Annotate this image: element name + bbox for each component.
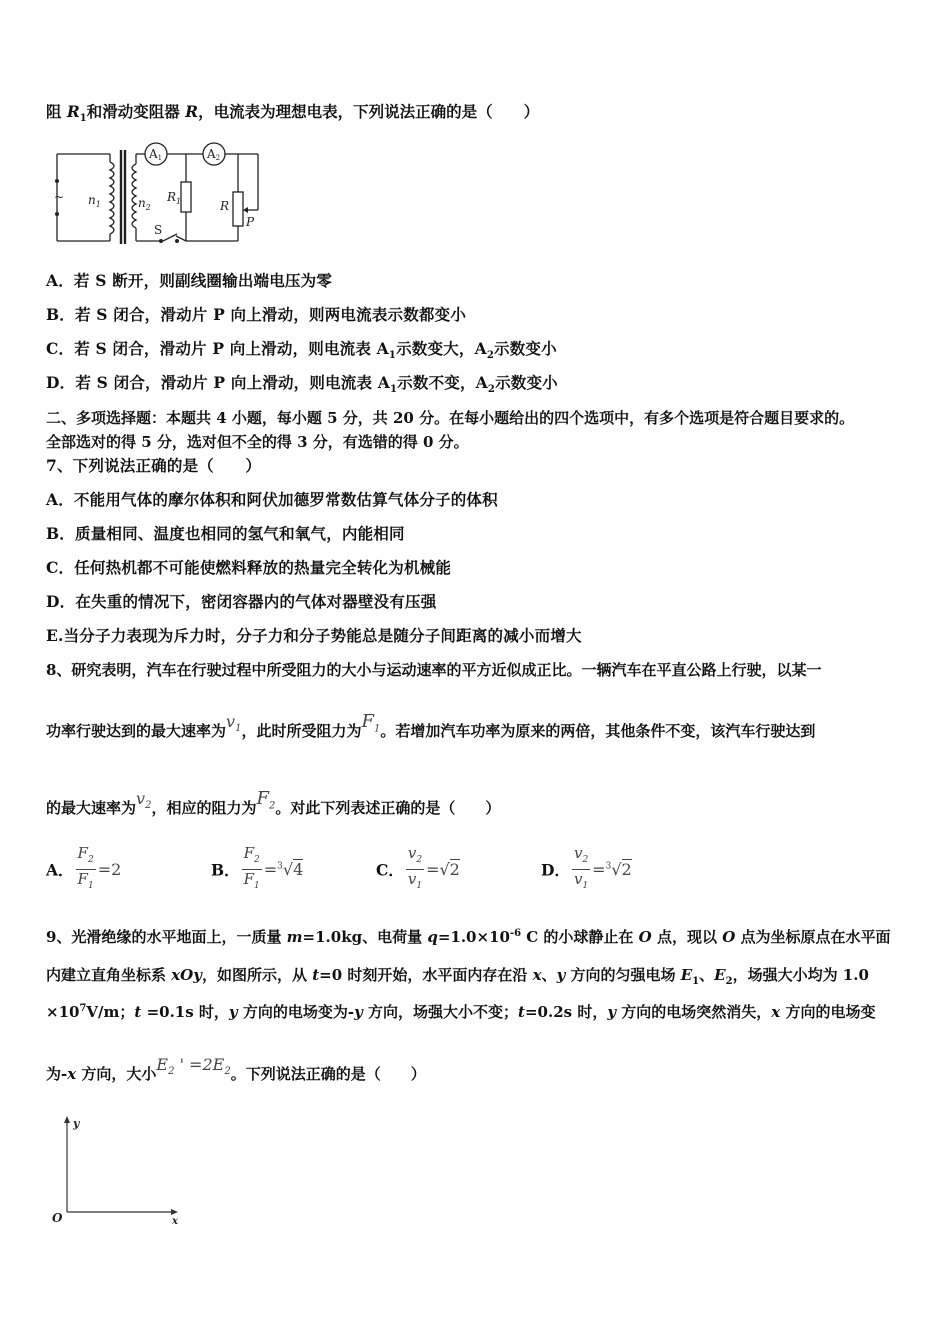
q6-stem: 阻 $R_1$和滑动变阻器 R，电流表为理想电表，下列说法正确的是（ ）	[46, 102, 540, 125]
q8-option-d: D． $\frac{v_2}{v_1}$ =$^3$√2	[541, 844, 632, 891]
xoy-axes-figure	[48, 1112, 188, 1228]
r-label: R	[220, 199, 230, 213]
section2-line2: 全部选对的得 5 分，选对但不全的得 3 分，有选错的得 0 分。	[46, 433, 469, 451]
q7-option-b: B．质量相同、温度也相同的氢气和氧气，内能相同	[46, 524, 405, 543]
origin-label: O	[52, 1211, 63, 1225]
q9-line3: $\times 10^7V/m$；t =0.1s 时，y 方向的电场变为-y 方向，场强大小不变；t=0.2s 时，y 方向的电场突然消失，x 方向的电场变	[46, 1003, 876, 1021]
q6-option-a: A．若 S 断开，则副线圈输出端电压为零	[46, 271, 333, 290]
q8-line1: 8、研究表明，汽车在行驶过程中所受阻力的大小与运动速率的平方近似成正比。一辆汽车在平直公路上行驶，以某一	[46, 661, 822, 679]
ammeter-a1-label: A1	[149, 147, 163, 162]
q9-line4: 为-x 方向，大小$E_2$ ' $=2E_2$。下列说法正确的是（ ）	[46, 1055, 426, 1083]
q7-option-d: D．在失重的情况下，密闭容器内的气体对器壁没有压强	[46, 592, 437, 611]
q6-option-d: D．若 S 闭合，滑动片 P 向上滑动，则电流表 $A_1$示数不变，$A_2$示数变小	[46, 373, 558, 396]
y-axis-arrow-icon	[64, 1116, 70, 1123]
q7-option-e: E.当分子力表现为斥力时，分子力和分子势能总是随分子间距离的减小而增大	[46, 626, 582, 645]
n2-label: $n_2$	[138, 196, 151, 212]
q8-option-a: A． $\frac{F_2}{F_1}$ =2	[46, 844, 122, 891]
x-axis-label: x	[172, 1216, 178, 1227]
q6-option-b: B．若 S 闭合，滑动片 P 向上滑动，则两电流表示数都变小	[46, 305, 467, 324]
p-label: P	[246, 215, 255, 229]
switch-s-label: S	[154, 223, 163, 237]
q9-line2: 内建立直角坐标系 xOy，如图所示，从 t=0 时刻开始，水平面内存在沿 x、y 方向的匀强电场 $E_1$、$E_2$，场强大小均为 1.0	[46, 966, 869, 987]
q8-option-b: B． $\frac{F_2}{F_1}$ =$^3$√4	[211, 844, 304, 891]
n1-label: $n_1$	[88, 193, 101, 209]
q8-line2: 功率行驶达到的最大速率为$v_1$，此时所受阻力为$F_1$。若增加汽车功率为原来的两倍，其他条件不变，该汽车行驶达到	[46, 711, 816, 740]
y-axis-label: y	[73, 1117, 80, 1130]
r1-label: $R_1$	[167, 190, 182, 206]
transformer-circuit-diagram	[50, 138, 270, 250]
q7-option-c: C．任何热机都不可能使燃料释放的热量完全转化为机械能	[46, 558, 452, 577]
q7-stem: 7、下列说法正确的是（ ）	[46, 456, 262, 475]
q8-line3: 的最大速率为$v_2$，相应的阻力为$F_2$。对此下列表述正确的是（ ）	[46, 788, 501, 817]
q6-option-c: C．若 S 闭合，滑动片 P 向上滑动，则电流表 $A_1$示数变大，$A_2$示数变小	[46, 339, 557, 362]
ammeter-a2-label: A2	[207, 147, 221, 162]
q7-option-a: A．不能用气体的摩尔体积和阿伏加德罗常数估算气体分子的体积	[46, 490, 498, 509]
section2-line1: 二、多项选择题：本题共 4 小题，每小题 5 分，共 20 分。在每小题给出的四个选项中，有多个选项是符合题目要求的。	[46, 409, 855, 427]
q8-option-c: C． $\frac{v_2}{v_1}$ =√2	[376, 844, 460, 891]
q9-line1: 9、光滑绝缘的水平地面上，一质量 m=1.0kg、电荷量 $q=1.0\times 10^{-6}$ C 的小球静止在 O 点，现以 O 点为坐标原点在水平面	[46, 928, 891, 946]
x-axis-arrow-icon	[171, 1209, 178, 1215]
ac-source-symbol: ~	[54, 190, 65, 204]
